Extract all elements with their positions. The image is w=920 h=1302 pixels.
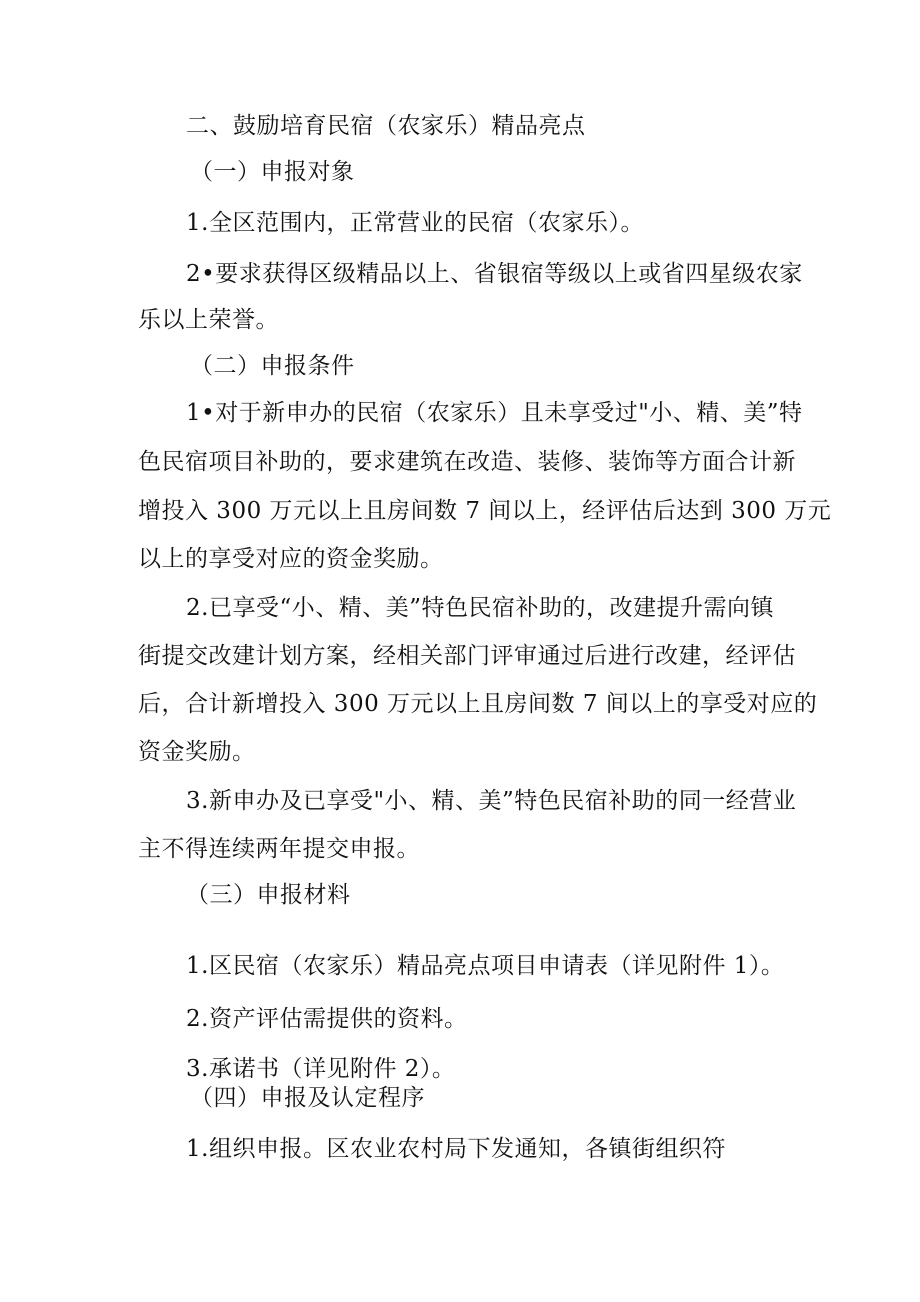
- paragraph-line: 资金奖励。: [138, 739, 256, 765]
- section-title: 二、鼓励培育民宿（农家乐）精品亮点: [186, 113, 586, 139]
- subsection-heading-2: （二）申报条件: [190, 353, 355, 379]
- paragraph-line: 3.新申办及已享受"小、精、美”特色民宿补助的同一经营业: [186, 788, 797, 814]
- paragraph-line: 增投入 300 万元以上且房间数 7 间以上，经评估后达到 300 万元: [138, 498, 832, 524]
- subsection-heading-1: （一）申报对象: [190, 159, 355, 185]
- paragraph-line: 主不得连续两年提交申报。: [138, 836, 420, 862]
- paragraph-line: 后，合计新增投入 300 万元以上且房间数 7 间以上的享受对应的: [138, 691, 818, 717]
- paragraph-line: 乐以上荣誉。: [138, 307, 279, 333]
- paragraph-line: 1.区民宿（农家乐）精品亮点项目申请表（详见附件 1）。: [186, 953, 785, 979]
- paragraph-line: 街提交改建计划方案，经相关部门评审通过后进行改建，经评估: [138, 643, 796, 669]
- subsection-heading-3: （三）申报材料: [186, 882, 351, 908]
- paragraph-line: 1.组织申报。区农业农村局下发通知，各镇街组织符: [186, 1136, 726, 1162]
- paragraph-line: 2•要求获得区级精品以上、省银宿等级以上或省四星级农家: [186, 261, 803, 287]
- paragraph-line: 2.资产评估需提供的资料。: [186, 1006, 468, 1032]
- paragraph-line: 1•对于新申办的民宿（农家乐）且未享受过"小、精、美”特: [186, 400, 803, 426]
- paragraph-line: 色民宿项目补助的，要求建筑在改造、装修、装饰等方面合计新: [138, 449, 796, 475]
- paragraph-line: 2.已享受“小、精、美”特色民宿补助的，改建提升需向镇: [186, 595, 774, 621]
- subsection-heading-4: （四）申报及认定程序: [190, 1085, 425, 1111]
- paragraph-line: 1.全区范围内，正常营业的民宿（农家乐）。: [186, 210, 644, 236]
- paragraph-line: 3.承诺书（详见附件 2）。: [186, 1056, 456, 1082]
- paragraph-line: 以上的享受对应的资金奖励。: [138, 546, 444, 572]
